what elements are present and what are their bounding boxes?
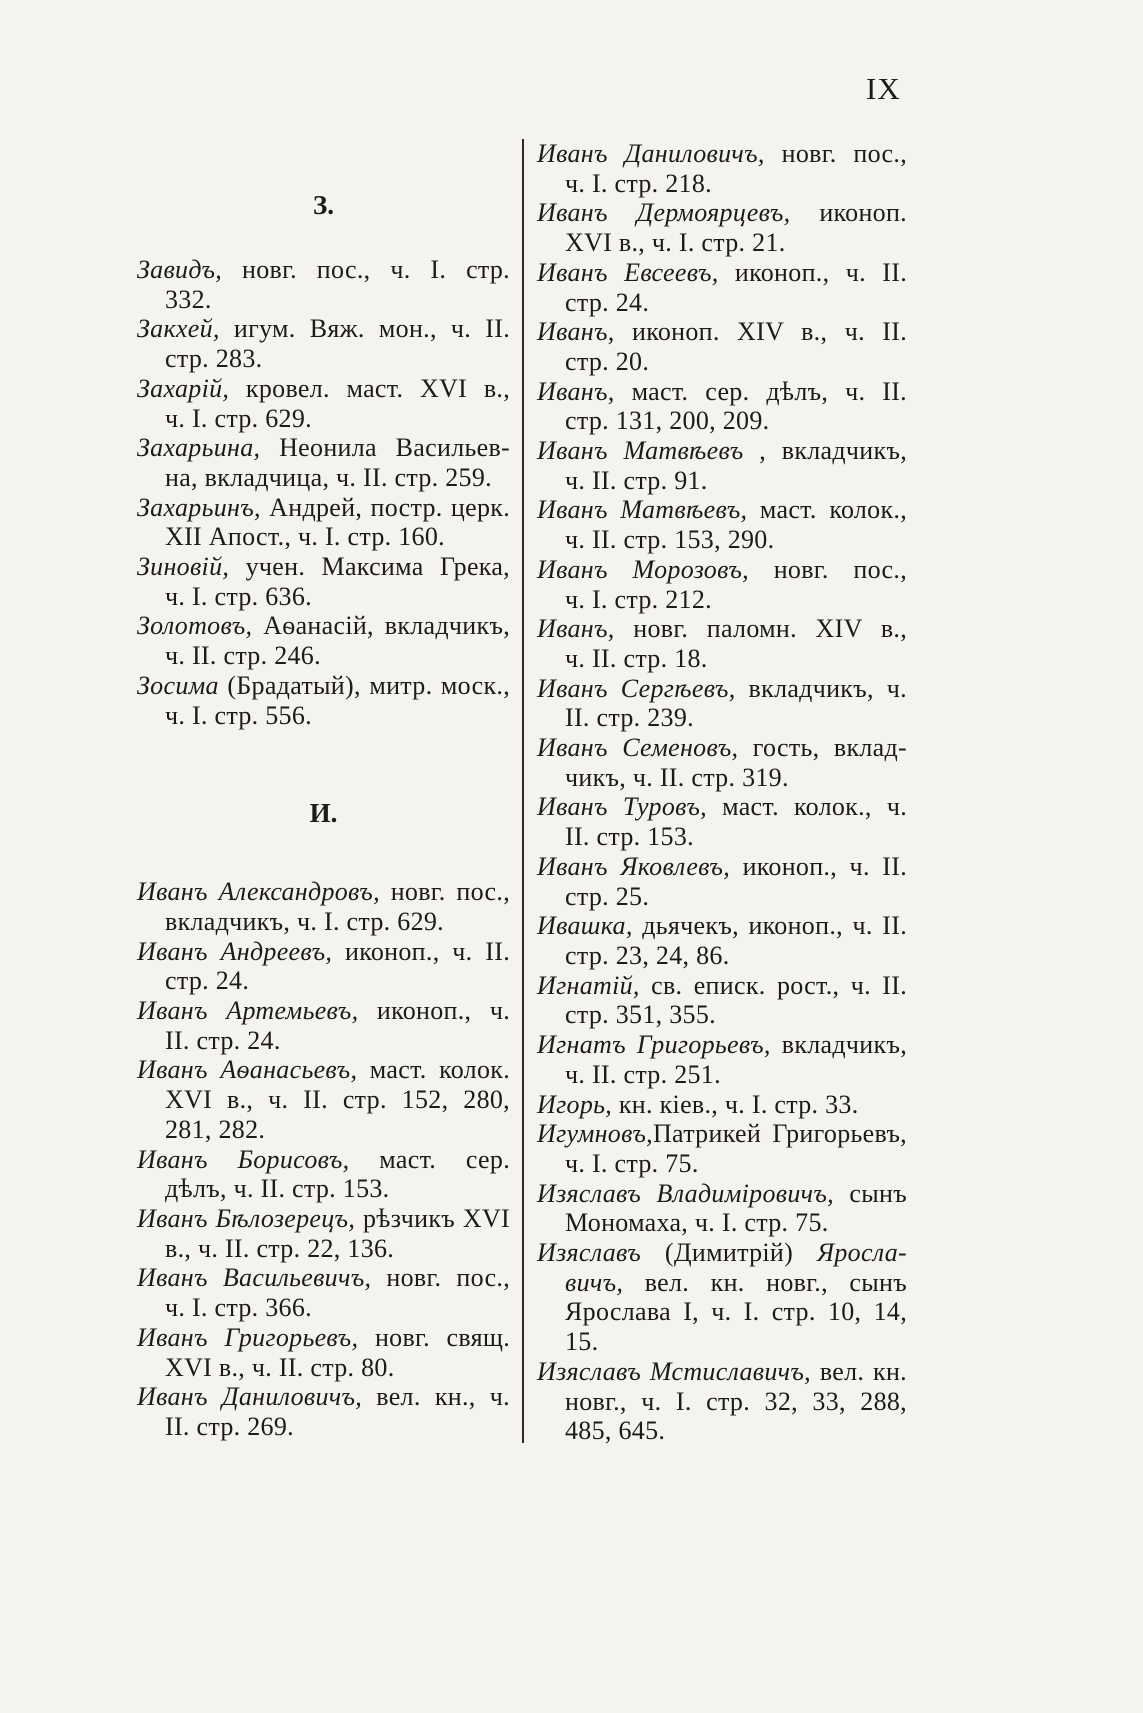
entry-text: Ярослава I, ч. I. стр. 10, 14, xyxy=(565,1297,907,1327)
entry-line xyxy=(137,1382,510,1412)
entry-text: иконоп. XIV в., ч. II. xyxy=(614,317,907,347)
entry-text: иконоп., ч. II. xyxy=(332,936,510,966)
entry-line xyxy=(537,258,907,288)
index-entry xyxy=(137,1323,510,1382)
page-number: IX xyxy=(866,71,901,106)
entry-text: (Димитрій) xyxy=(641,1238,817,1268)
entry-name: Иванъ Даниловичъ, xyxy=(137,1382,363,1412)
entry-line xyxy=(537,674,907,704)
entry-line xyxy=(137,877,510,907)
entry-text: маст. сер. xyxy=(349,1144,510,1174)
entry-text: Аѳанасій, вкладчикъ, xyxy=(252,611,510,641)
entry-name: Иванъ Борисовъ, xyxy=(137,1144,350,1174)
index-entry xyxy=(137,433,510,492)
entry-name: Иванъ Сергѣевъ, xyxy=(537,673,736,703)
entry-text: ч. I. стр. 629. xyxy=(165,403,312,433)
index-entry xyxy=(137,671,510,730)
entry-line xyxy=(537,941,907,971)
entry-text: иконоп., ч. xyxy=(358,996,510,1026)
entry-name: Иванъ Васильевичъ, xyxy=(137,1263,372,1293)
entry-text: ч. II. стр. 18. xyxy=(565,643,708,673)
entry-line xyxy=(137,1323,510,1353)
entry-line xyxy=(537,1268,907,1298)
entry-text: маст. колок., ч. xyxy=(706,792,907,822)
entry-text: гость, вклад- xyxy=(738,733,907,763)
entry-text: новг. пос., ч. I. стр. xyxy=(222,255,510,284)
entry-line xyxy=(537,1090,907,1120)
entry-line xyxy=(537,139,907,169)
entry-text: кровел. маст. XVI в., xyxy=(229,373,510,403)
entry-text: учен. Максима Грека, xyxy=(229,552,510,582)
index-entry xyxy=(137,314,510,373)
index-entry xyxy=(537,198,907,257)
entry-line xyxy=(537,525,907,555)
entry-line xyxy=(537,347,907,377)
entry-line xyxy=(137,314,510,344)
index-entry xyxy=(537,1238,907,1357)
entry-text: стр. 283. xyxy=(165,344,263,374)
entry-text: 281, 282. xyxy=(165,1114,266,1144)
entry-text: II. стр. 269. xyxy=(165,1411,294,1441)
entry-name: Яросла- xyxy=(816,1238,907,1268)
entry-name: Иванъ Григорьевъ, xyxy=(137,1322,359,1352)
entry-text: кн. кіев., ч. I. стр. 33. xyxy=(612,1089,859,1119)
entry-name: Игумновъ, xyxy=(537,1119,653,1149)
entry-line xyxy=(537,703,907,733)
entry-line xyxy=(137,1115,510,1145)
index-entry xyxy=(137,374,510,433)
index-entry xyxy=(137,1055,510,1144)
entry-text: ч. II. стр. 91. xyxy=(565,465,708,495)
entry-name: Игорь, xyxy=(537,1089,613,1119)
entry-name: Игнатъ Григорьевъ, xyxy=(537,1030,771,1060)
entry-line xyxy=(537,288,907,318)
entry-text: ч. I. стр. 636. xyxy=(165,581,312,611)
entry-line xyxy=(137,374,510,404)
entry-line xyxy=(137,1145,510,1175)
entry-line xyxy=(137,404,510,434)
entry-line xyxy=(537,1327,907,1357)
entry-text: ч. I. стр. 212. xyxy=(565,584,712,614)
index-entry xyxy=(537,852,907,911)
entry-text: новг. пос., xyxy=(371,1263,511,1293)
entry-line xyxy=(537,822,907,852)
entry-line xyxy=(137,641,510,671)
entry-line xyxy=(137,701,510,731)
entry-text: ч. II. стр. 251. xyxy=(565,1059,721,1089)
entry-name: Иванъ Бѣлозерецъ, xyxy=(137,1203,356,1233)
entry-name: Золотовъ, xyxy=(137,611,253,641)
entry-line xyxy=(537,1119,907,1149)
index-entry xyxy=(537,1357,907,1446)
entry-text: дьячекъ, иконоп., ч. II. xyxy=(632,911,907,941)
entry-name: Изяславъ Мстиславичъ, xyxy=(537,1356,811,1386)
entry-line xyxy=(137,611,510,641)
entry-line xyxy=(537,614,907,644)
entry-line xyxy=(137,1055,510,1085)
entry-text: , вкладчикъ, xyxy=(743,436,907,466)
entry-text: иконоп., ч. II. xyxy=(718,257,907,287)
index-entry xyxy=(137,1263,510,1322)
entry-line xyxy=(537,644,907,674)
entry-line xyxy=(137,937,510,967)
entry-text: стр. 23, 24, 86. xyxy=(565,940,730,970)
entry-name: Изяславъ Владиміровичъ, xyxy=(537,1178,834,1208)
entry-text: стр. 24. xyxy=(565,287,650,317)
entry-name: Иванъ Морозовъ, xyxy=(537,554,749,584)
entry-text: чикъ, ч. II. стр. 319. xyxy=(565,762,789,792)
left-column xyxy=(137,190,510,1442)
entry-name: Ивашка, xyxy=(537,911,633,941)
entry-line xyxy=(137,344,510,374)
entry-text: на, вкладчица, ч. II. стр. 259. xyxy=(165,462,492,492)
entry-name: Захарій, xyxy=(137,373,230,403)
index-entry xyxy=(537,733,907,792)
index-entry xyxy=(537,377,907,436)
column-divider xyxy=(522,139,524,1443)
right-column xyxy=(537,139,907,1446)
entry-text: ч. I. стр. 556. xyxy=(165,700,312,730)
index-entry xyxy=(137,877,510,936)
entry-text: II. стр. 24. xyxy=(165,1025,281,1055)
entry-line xyxy=(537,763,907,793)
entry-line xyxy=(137,1412,510,1442)
index-entry xyxy=(137,1145,510,1204)
entry-line xyxy=(537,1000,907,1030)
entry-text: II. стр. 239. xyxy=(565,703,694,733)
index-entry xyxy=(537,1179,907,1238)
index-entry xyxy=(137,1382,510,1441)
index-entry xyxy=(137,493,510,552)
entry-text: новг. пос., xyxy=(764,139,907,168)
entry-name: Иванъ, xyxy=(537,614,615,644)
entry-name: Завидъ, xyxy=(137,255,223,284)
entry-line xyxy=(537,911,907,941)
entry-name: Иванъ Евсеевъ, xyxy=(537,257,719,287)
entry-text: новг. свящ. xyxy=(358,1322,510,1352)
entry-line xyxy=(537,1357,907,1387)
entry-text: XVI в., ч. I. стр. 21. xyxy=(565,228,786,258)
entry-text: иконоп., ч. II. xyxy=(730,851,907,881)
entry-line xyxy=(537,436,907,466)
entry-line xyxy=(537,792,907,822)
letter-heading: З. xyxy=(312,190,334,220)
index-entry xyxy=(537,1119,907,1178)
entry-name: Игнатій, xyxy=(537,970,640,1000)
entry-line xyxy=(537,733,907,763)
entry-text: ч. I. стр. 366. xyxy=(165,1293,312,1323)
entry-line xyxy=(137,1293,510,1323)
entry-line xyxy=(137,996,510,1026)
entry-line xyxy=(537,1416,907,1446)
entry-line xyxy=(537,1297,907,1327)
entry-line xyxy=(137,1353,510,1383)
index-entry xyxy=(537,674,907,733)
entry-text: св. еписк. рост., ч. II. xyxy=(639,970,907,1000)
index-entry xyxy=(137,255,510,314)
entry-name: Иванъ Даниловичъ, xyxy=(537,139,765,168)
entry-line xyxy=(137,463,510,493)
entry-name: Иванъ, xyxy=(537,317,615,347)
entry-text: стр. 24. xyxy=(165,966,250,996)
entry-name: вичъ, xyxy=(565,1267,624,1297)
entry-text: дѣлъ, ч. II. стр. 153. xyxy=(165,1174,390,1204)
index-entry xyxy=(537,1030,907,1089)
entry-name: Зиновій, xyxy=(137,552,230,582)
entry-text: XVI в., ч. II. стр. 152, 280, xyxy=(165,1085,510,1115)
entry-line xyxy=(537,1208,907,1238)
entry-line xyxy=(537,1387,907,1417)
entry-text: вел. кн. xyxy=(810,1356,907,1386)
entry-line xyxy=(137,1204,510,1234)
index-entry xyxy=(537,436,907,495)
entry-text: XII Апост., ч. I. стр. 160. xyxy=(165,522,445,552)
entry-text: маст. колок., xyxy=(747,495,908,525)
entry-line xyxy=(537,1179,907,1209)
entry-line xyxy=(137,1174,510,1204)
entry-name: Иванъ Семеновъ, xyxy=(537,733,739,763)
entry-name: Иванъ Аѳанасьевъ, xyxy=(137,1055,358,1085)
entry-text: Андрей, постр. церк. xyxy=(260,492,510,522)
index-entry xyxy=(537,555,907,614)
entry-text: вел. кн. новг., сынъ xyxy=(623,1267,907,1297)
entry-text: 15. xyxy=(565,1327,599,1357)
entry-line xyxy=(137,493,510,523)
entry-line xyxy=(137,671,510,701)
entry-name: Иванъ Андреевъ, xyxy=(137,936,333,966)
entry-name: Иванъ Александровъ, xyxy=(137,877,380,907)
entry-text: стр. 131, 200, 209. xyxy=(565,406,770,436)
index-entry xyxy=(137,1204,510,1263)
entry-line xyxy=(537,495,907,525)
entry-line xyxy=(137,433,510,463)
entry-line xyxy=(137,552,510,582)
entry-text: вкладчикъ, ч. xyxy=(735,673,907,703)
entry-text: стр. 25. xyxy=(565,881,650,911)
entry-text: (Брадатый), митр. моск., xyxy=(218,670,510,700)
entry-line xyxy=(537,1030,907,1060)
entry-text: маст. колок. xyxy=(357,1055,510,1085)
entry-line xyxy=(537,555,907,585)
index-entry xyxy=(537,495,907,554)
entry-name: Иванъ Туровъ, xyxy=(537,792,707,822)
entry-name: Иванъ Артемьевъ, xyxy=(137,996,359,1026)
entry-name: Закхей, xyxy=(137,314,220,344)
entry-line xyxy=(537,852,907,882)
entry-text: 485, 645. xyxy=(565,1416,666,1446)
entry-text: Мономаха, ч. I. стр. 75. xyxy=(565,1208,829,1238)
letter-heading: И. xyxy=(309,798,338,829)
entry-name: Зосима xyxy=(137,670,219,700)
entry-line xyxy=(137,1234,510,1264)
entry-name: Захарьинъ, xyxy=(137,492,261,522)
index-entry xyxy=(537,971,907,1030)
entry-line xyxy=(537,585,907,615)
entry-name: Иванъ Матвѣевъ, xyxy=(537,495,748,525)
entry-name: Иванъ Дермоярцевъ, xyxy=(537,198,791,228)
entry-name: Иванъ Яковлевъ, xyxy=(537,851,731,881)
entry-name: Иванъ Матвѣевъ xyxy=(537,436,744,466)
entry-line xyxy=(537,406,907,436)
entry-line xyxy=(537,1149,907,1179)
index-entry xyxy=(537,258,907,317)
index-entry xyxy=(537,317,907,376)
entry-line xyxy=(537,466,907,496)
entry-line xyxy=(537,1238,907,1268)
entry-line xyxy=(137,1263,510,1293)
entry-line xyxy=(137,907,510,937)
entry-text: стр. 351, 355. xyxy=(565,1000,716,1030)
index-entry xyxy=(537,792,907,851)
entry-text: новг., ч. I. стр. 32, 33, 288, xyxy=(565,1386,907,1416)
entry-line xyxy=(537,971,907,1001)
index-entry xyxy=(137,937,510,996)
entry-text: ч. II. стр. 153, 290. xyxy=(565,525,775,555)
entry-line xyxy=(537,1060,907,1090)
entry-line xyxy=(137,285,510,315)
entry-line xyxy=(537,317,907,347)
entry-text: в., ч. II. стр. 22, 136. xyxy=(165,1233,395,1263)
entry-text: вел. кн., ч. xyxy=(362,1382,510,1412)
index-entry xyxy=(137,611,510,670)
entry-text: Неонила Васильев- xyxy=(260,433,510,463)
entry-text: ч. I. стр. 75. xyxy=(565,1148,699,1178)
entry-line xyxy=(537,377,907,407)
index-entry xyxy=(537,139,907,198)
entry-text: вкладчикъ, ч. I. стр. 629. xyxy=(165,906,444,936)
entry-line xyxy=(137,1026,510,1056)
entry-text: 332. xyxy=(165,284,212,314)
entry-text: стр. 20. xyxy=(565,346,650,376)
entry-line xyxy=(137,255,510,285)
entry-line xyxy=(537,882,907,912)
entry-text: ч. I. стр. 218. xyxy=(565,168,712,198)
entry-line xyxy=(137,582,510,612)
entry-text: II. стр. 153. xyxy=(565,822,694,852)
entry-line xyxy=(137,966,510,996)
index-entry xyxy=(137,996,510,1055)
entry-name: Изяславъ xyxy=(537,1238,642,1268)
entry-text: новг. паломн. XIV в., xyxy=(614,614,907,644)
entry-text: маст. сер. дѣлъ, ч. II. xyxy=(614,376,907,406)
entry-text: рѣзчикъ XVI xyxy=(355,1203,510,1233)
entry-text: игум. Вяж. мон., ч. II. xyxy=(219,314,510,344)
entry-line xyxy=(137,1085,510,1115)
entry-text: новг. пос., xyxy=(748,554,907,584)
entry-text: новг. пос., xyxy=(379,877,510,907)
entry-text: вкладчикъ, xyxy=(770,1030,907,1060)
entry-text: Патрикей Григорьевъ, xyxy=(652,1119,907,1149)
index-entry xyxy=(137,552,510,611)
index-entry xyxy=(537,1090,907,1120)
index-entry xyxy=(537,911,907,970)
entry-line xyxy=(537,198,907,228)
entry-text: сынъ xyxy=(833,1178,907,1208)
entry-line xyxy=(137,522,510,552)
entry-text: ч. II. стр. 246. xyxy=(165,641,321,671)
index-entry xyxy=(537,614,907,673)
entry-text: XVI в., ч. II. стр. 80. xyxy=(165,1352,395,1382)
entry-name: Иванъ, xyxy=(537,376,615,406)
entry-name: Захарьина, xyxy=(137,433,261,463)
entry-line xyxy=(537,169,907,199)
entry-text: иконоп. xyxy=(790,198,907,228)
entry-line xyxy=(537,228,907,258)
